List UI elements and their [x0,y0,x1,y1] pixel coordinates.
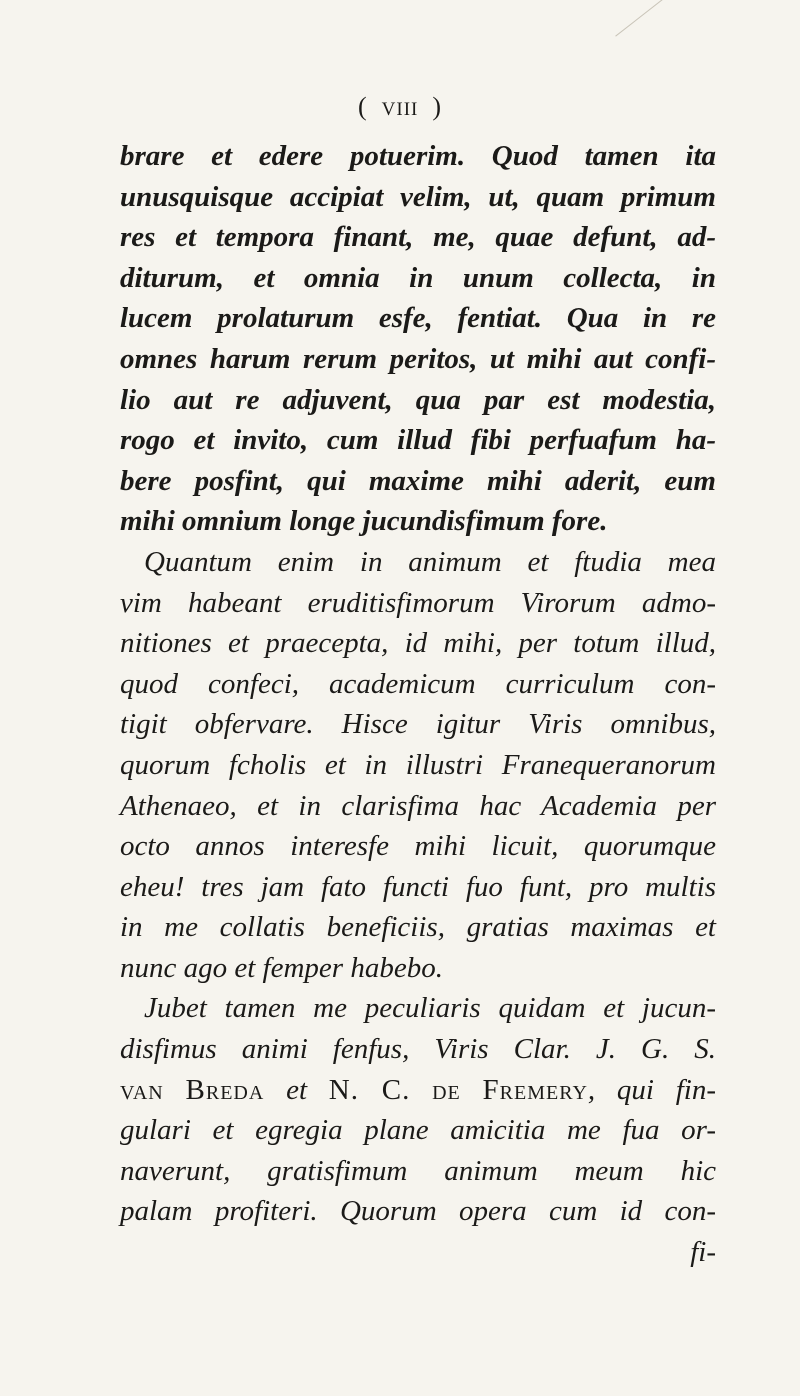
text-line-21: nunc ago et femper habebo. [120,951,443,984]
page-number [0,92,800,122]
scan-artifact [615,0,687,37]
paragraph-2-line-1: Quantum enim in animum et ftudia mea [144,545,716,578]
name-van: van [120,1073,164,1106]
name-de: de [432,1073,461,1106]
text-line-5: lucem prolaturum esfe, fentiat. Qua in re [120,302,716,335]
text-line-7: lio aut re adjuvent, qua par est modestia, [120,383,716,416]
conjunction-et: et [286,1073,308,1106]
text-line-27: palam profiteri. Quorum opera cum id con- [120,1195,716,1228]
folio-open-paren: ( [357,92,368,121]
text-line-12: vim habeant eruditisfimorum Virorum admo- [120,586,716,619]
folio-close-paren: ) [432,92,443,121]
name-initials: N. C. [328,1073,411,1106]
folio-numeral: VIII [381,99,419,120]
text-line-16: quorum fcholis et in illustri Franequeranorum [120,748,716,781]
text-line-9: bere posfint, qui maxime mihi aderit, eum [120,464,716,497]
text-line-13: nitiones et praecepta, id mihi, per totum illud, [120,627,716,660]
text-line-4: diturum, et omnia in unum collecta, in [120,261,716,294]
name-fremery: Fremery [482,1073,588,1106]
paragraph-3-line-1: Jubet tamen me peculiaris quidam et jucun- [144,992,716,1025]
text-line-2: unusquisque accipiat velim, ut, quam primum [120,180,716,213]
catchword: fi- [690,1236,716,1269]
names-line-tail: , qui fin- [587,1073,717,1106]
text-line-17: Athenaeo, et in clarisfima hac Academia per [120,789,716,822]
text-line-1: brare et edere potuerim. Quod tamen ita [120,140,716,172]
text-line-15: tigit obfervare. Hisce igitur Viris omnibus, [120,708,716,741]
text-line-14: quod confeci, academicum curriculum con- [120,667,716,700]
text-line-8: rogo et invito, cum illud fibi perfuafum ha- [120,424,716,457]
body-text [120,136,716,1273]
text-line-20: in me collatis beneficiis, gratias maximas et [120,911,716,944]
text-line-26: naverunt, gratisfimum animum meum hic [120,1154,716,1187]
text-line-10: mihi omnium longe jucundisfimum fore. [120,505,608,538]
text-line-23: disfimus animi fenfus, Viris Clar. J. G. S. [120,1033,716,1066]
text-line-3: res et tempora finant, me, quae defunt, ad- [120,221,716,254]
text-line-19: eheu! tres jam fato functi fuo funt, pro multis [120,870,716,903]
text-line-names [120,1070,716,1111]
text-line-25: gulari et egregia plane amicitia me fua or- [120,1114,716,1147]
name-breda: Breda [185,1073,265,1106]
text-line-18: octo annos interesfe mihi licuit, quorumque [120,830,716,863]
text-line-6: omnes harum rerum peritos, ut mihi aut confi- [120,342,716,375]
